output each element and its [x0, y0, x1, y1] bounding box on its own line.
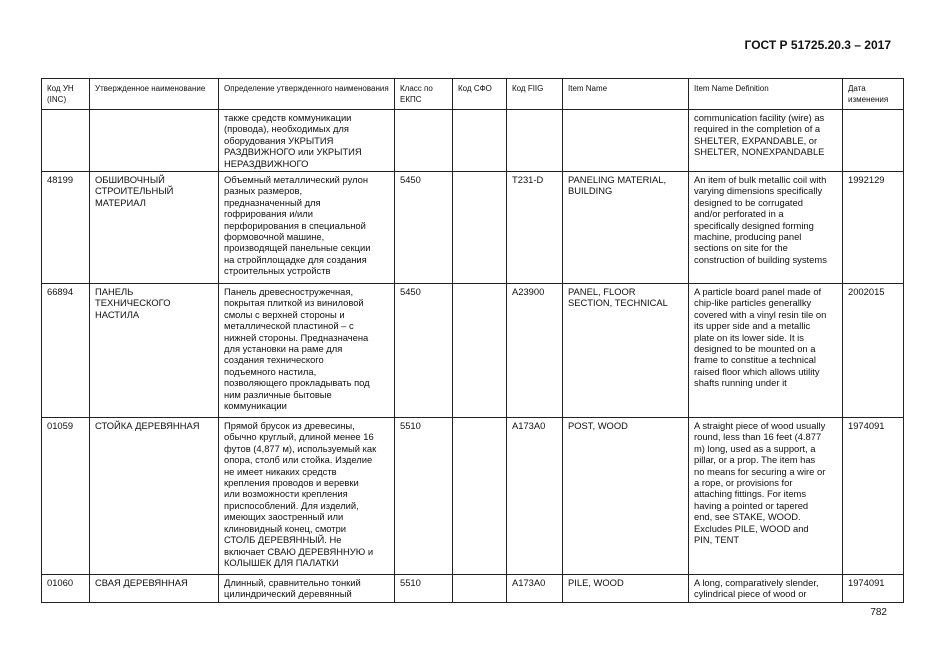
column-header-item-name-definition: Item Name Definition: [689, 79, 843, 110]
cell-definition-ru: Объемный металлический рулон разных размеров, предназначенный для гофрирования и/или перфорирования в специальной формовочной машине, производящей панельные секции на стройплощадке для создания строительных устройств: [219, 172, 395, 284]
cell-sfo-code: [453, 284, 507, 418]
column-header-sfo-code: Код СФО: [453, 79, 507, 110]
column-header-ekps-class: Класс по ЕКПС: [395, 79, 453, 110]
cell-definition-ru: Панель древесностружечная, покрытая плиткой из виниловой смолы с верхней стороны и металлической пластиной – с нижней стороны. Предназначена для установки на раме для создания технического подъемного настила, позволяющего прокладывать под ним различные бытовые коммуникации: [219, 284, 395, 418]
cell-sfo-code: [453, 575, 507, 603]
cell-fiig-code: A23900: [507, 284, 563, 418]
cell-fiig-code: A173A0: [507, 575, 563, 603]
cell-change-date: 1974091: [843, 418, 904, 575]
cell-sfo-code: [453, 418, 507, 575]
cell-item-name: PANEL, FLOOR SECTION, TECHNICAL: [563, 284, 689, 418]
cell-inc: 01059: [42, 418, 90, 575]
cell-approved-name: СТОЙКА ДЕРЕВЯННАЯ: [90, 418, 219, 575]
cell-fiig-code: T231-D: [507, 172, 563, 284]
cell-change-date: 2002015: [843, 284, 904, 418]
cell-approved-name: ОБШИВОЧНЫЙ СТРОИТЕЛЬНЫЙ МАТЕРИАЛ: [90, 172, 219, 284]
cell-item-name-definition: An item of bulk metallic coil with varying dimensions specifically designed to be corrugated and/or perforated in a specifically designed forming machine, producing panel sections on site for the construction of building systems: [689, 172, 843, 284]
cell-item-name: [563, 110, 689, 172]
cell-approved-name: [90, 110, 219, 172]
cell-ekps-class: 5510: [395, 418, 453, 575]
cell-approved-name: ПАНЕЛЬ ТЕХНИЧЕСКОГО НАСТИЛА: [90, 284, 219, 418]
cell-sfo-code: [453, 172, 507, 284]
cell-item-name: PANELING MATERIAL, BUILDING: [563, 172, 689, 284]
document-standard-title: ГОСТ Р 51725.20.3 – 2017: [744, 38, 891, 52]
cell-inc: 01060: [42, 575, 90, 603]
page-number: 782: [870, 607, 887, 618]
cell-item-name: PILE, WOOD: [563, 575, 689, 603]
cell-ekps-class: [395, 110, 453, 172]
column-header-fiig-code: Код FIIG: [507, 79, 563, 110]
table-row: [42, 575, 904, 603]
column-header-inc: Код УН (INC): [42, 79, 90, 110]
cell-definition-ru: также средств коммуникации (провода), необходимых для оборудования УКРЫТИЯ РАЗДВИЖНОГО или УКРЫТИЯ НЕРАЗДВИЖНОГО: [219, 110, 395, 172]
cell-fiig-code: A173A0: [507, 418, 563, 575]
table-row: [42, 284, 904, 418]
specification-table: [41, 78, 904, 603]
cell-definition-ru: Прямой брусок из древесины, обычно круглый, длиной менее 16 футов (4,877 м), используемый как опора, столб или стойка. Изделие не имеет никаких средств крепления проводов и веревки или возможности крепления приспособлений. Для изделий, имеющих заостренный или клиновидный конец, смотри СТОЛБ ДЕРЕВЯННЫЙ. Не включает СВАЮ ДЕРЕВЯННУЮ и КОЛЫШЕК ДЛЯ ПАЛАТКИ: [219, 418, 395, 575]
cell-inc: 66894: [42, 284, 90, 418]
column-header-change-date: Дата изменения: [843, 79, 904, 110]
table-row: [42, 110, 904, 172]
cell-item-name-definition: communication facility (wire) as required in the completion of a SHELTER, EXPANDABLE, or SHELTER, NONEXPANDABLE: [689, 110, 843, 172]
cell-change-date: 1974091: [843, 575, 904, 603]
cell-approved-name: СВАЯ ДЕРЕВЯННАЯ: [90, 575, 219, 603]
cell-item-name-definition: A long, comparatively slender, cylindrical piece of wood or: [689, 575, 843, 603]
cell-ekps-class: 5450: [395, 172, 453, 284]
cell-change-date: 1992129: [843, 172, 904, 284]
column-header-definition-ru: Определение утвержденного наименования: [219, 79, 395, 110]
cell-item-name: POST, WOOD: [563, 418, 689, 575]
cell-inc: [42, 110, 90, 172]
cell-ekps-class: 5450: [395, 284, 453, 418]
table-row: [42, 172, 904, 284]
cell-item-name-definition: A straight piece of wood usually round, less than 16 feet (4.877 m) long, used as a support, a pillar, or a prop. The item has no means for securing a wire or a rope, or provisions for attaching fittings. For items having a pointed or tapered end, see STAKE, WOOD. Excludes PILE, WOOD and PIN, TENT: [689, 418, 843, 575]
table-header-row: [42, 79, 904, 110]
cell-fiig-code: [507, 110, 563, 172]
column-header-approved-name: Утвержденное наименование: [90, 79, 219, 110]
cell-definition-ru: Длинный, сравнительно тонкий цилиндрический деревянный: [219, 575, 395, 603]
table-row: [42, 418, 904, 575]
cell-ekps-class: 5510: [395, 575, 453, 603]
cell-sfo-code: [453, 110, 507, 172]
column-header-item-name: Item Name: [563, 79, 689, 110]
cell-item-name-definition: A particle board panel made of chip-like particles generallky covered with a vinyl resin tile on its upper side and a metallic plate on its lower side. It is designed to be mounted on a frame to constitue a technical raised floor which allows utility shafts running under it: [689, 284, 843, 418]
cell-inc: 48199: [42, 172, 90, 284]
cell-change-date: [843, 110, 904, 172]
